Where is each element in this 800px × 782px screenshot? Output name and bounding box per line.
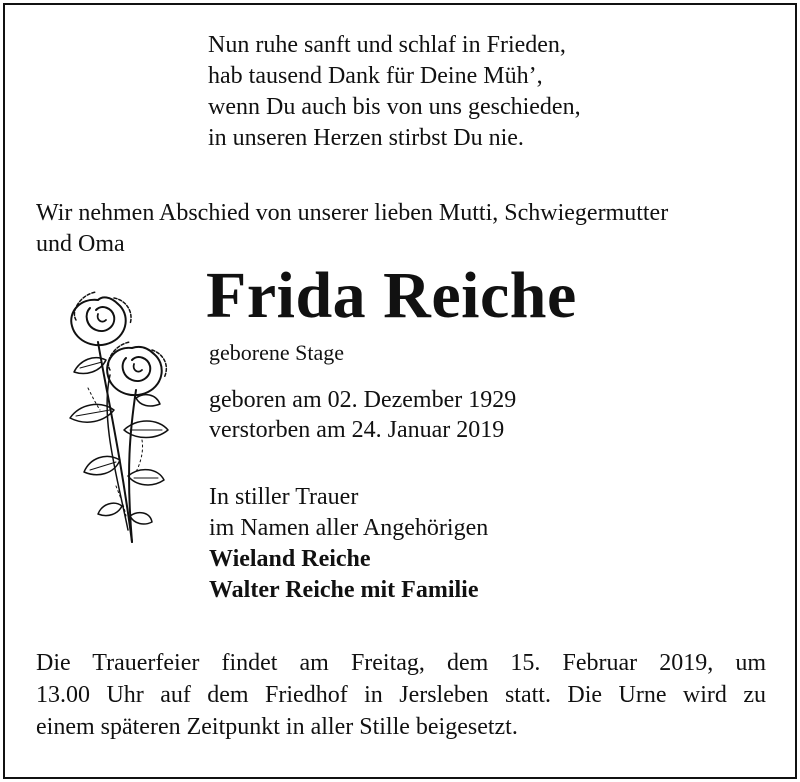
poem-line: in unseren Herzen stirbst Du nie. — [208, 125, 524, 151]
funeral-details — [36, 647, 766, 743]
funeral-line: 13.00 Uhr auf dem Friedhof in Jersleben statt. Die Urne wird zu — [36, 682, 766, 708]
mourning-phrase: In stiller Trauer — [209, 484, 359, 510]
mourners-block — [209, 482, 488, 606]
death-date: verstorben am 24. Januar 2019 — [209, 417, 505, 443]
relatives-phrase: im Namen aller Angehörigen — [209, 515, 489, 541]
intro-line: und Oma — [36, 231, 125, 257]
poem-line: Nun ruhe sanft und schlaf in Frieden, — [208, 32, 566, 58]
intro-line: Wir nehmen Abschied von unserer lieben Mutti, Schwiegermutter — [36, 200, 669, 226]
mourner-name: Walter Reiche mit Familie — [209, 577, 479, 603]
farewell-intro — [36, 198, 776, 260]
funeral-line: Die Trauerfeier findet am Freitag, dem 15. Februar 2019, um — [36, 650, 766, 676]
poem-line: hab tausend Dank für Deine Müh’, — [208, 63, 543, 89]
birth-date: geboren am 02. Dezember 1929 — [209, 387, 517, 413]
poem — [208, 30, 581, 154]
mourner-name: Wieland Reiche — [209, 546, 371, 572]
maiden-name: geborene Stage — [209, 340, 344, 365]
deceased-name: Frida Reiche — [206, 259, 577, 332]
funeral-line: einem späteren Zeitpunkt in aller Stille beigesetzt. — [36, 714, 518, 740]
roses-icon — [40, 280, 190, 550]
poem-line: wenn Du auch bis von uns geschieden, — [208, 94, 581, 120]
life-dates — [209, 385, 516, 445]
